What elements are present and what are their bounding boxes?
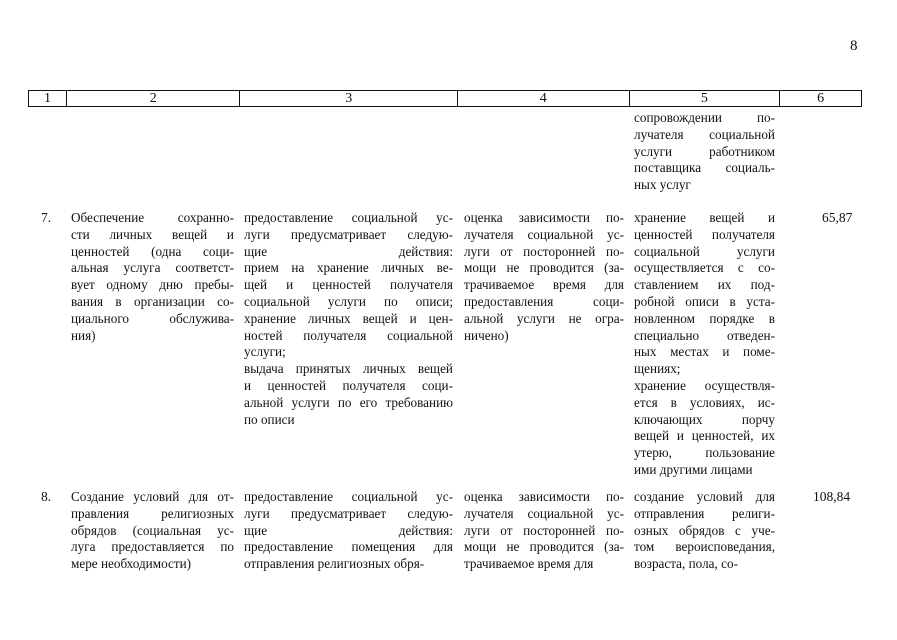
text-line: предоставление помещения для (244, 539, 453, 555)
text-line: ключающих порчу (634, 411, 775, 427)
text-line: поставщика социаль- (634, 160, 775, 176)
text-line: ется в условиях, ис- (634, 394, 775, 410)
row-8-service-name (71, 489, 234, 573)
text-line: ничено) (464, 327, 509, 343)
header-col-4: 4 (458, 91, 630, 106)
text-line: создание условий для (634, 489, 775, 504)
text-line: социальной услуги (634, 243, 775, 259)
text-line: осуществляется с со- (634, 260, 775, 276)
text-line: луги предусматривает следую- (244, 226, 453, 242)
text-line: циального обслужива- (71, 310, 234, 326)
text-line: Обеспечение сохранно- (71, 210, 234, 225)
text-line: Создание условий для от- (71, 489, 234, 504)
text-line: лучателя социальной ус- (464, 226, 624, 242)
text-line: предоставление социальной ус- (244, 210, 453, 225)
text-line: альной услуги по его требованию (244, 394, 453, 410)
text-line: ценностей (одна соци- (71, 243, 234, 259)
text-line: мощи не проводится (за- (464, 260, 624, 276)
row-8-description (244, 489, 453, 573)
text-line: щей и ценностей получателя (244, 277, 453, 293)
text-line: услуги; (244, 344, 286, 360)
text-line: лучателя социальной (634, 126, 775, 142)
text-line: услуги работником (634, 143, 775, 159)
header-col-3: 3 (240, 91, 457, 106)
text-line: луги предусматривает следую- (244, 505, 453, 521)
text-line: оценка зависимости по- (464, 210, 624, 225)
page-number: 8 (850, 38, 858, 54)
text-line: ния) (71, 327, 96, 343)
text-line: предоставления соци- (464, 293, 624, 309)
row-8-assessment (464, 489, 624, 573)
text-line: социальной услуги по описи; (244, 293, 453, 309)
text-line: правления религиозных (71, 505, 234, 521)
row-7-price: 65,87 (822, 210, 853, 225)
text-line: луги от посторонней по- (464, 243, 624, 259)
text-line: ценностей получателя (634, 226, 775, 242)
text-line: щие действия: (244, 243, 453, 259)
text-line: мощи не проводится (за- (464, 539, 624, 555)
text-line: щениях; (634, 361, 681, 377)
text-line: том вероисповедания, (634, 539, 775, 555)
text-line: отправления религи- (634, 505, 775, 521)
table-header-row (28, 90, 862, 107)
text-line: трачиваемое время для (464, 277, 624, 293)
text-line: альная услуга соответст- (71, 260, 234, 276)
text-line: прием на хранение личных ве- (244, 260, 453, 276)
text-line: вует одному дню пребы- (71, 277, 234, 293)
text-line: луга предоставляется по (71, 539, 234, 555)
text-line: робной описи в уста- (634, 293, 775, 309)
text-line: возраста, пола, со- (634, 556, 738, 572)
header-col-5: 5 (630, 91, 781, 106)
row-8-number: 8. (41, 489, 52, 504)
text-line: хранение личных вещей и цен- (244, 310, 453, 326)
row-7-assessment (464, 210, 624, 344)
header-col-1: 1 (29, 91, 67, 106)
text-line: предоставление социальной ус- (244, 489, 453, 504)
text-line: отправления религиозных обря- (244, 556, 425, 572)
text-line: выдача принятых личных вещей (244, 361, 453, 377)
text-line: вания в организации со- (71, 293, 234, 309)
row-7-description (244, 210, 453, 428)
row-7-service-name (71, 210, 234, 344)
text-line: ных местах и поме- (634, 344, 775, 360)
text-line: по описи (244, 411, 295, 427)
text-line: оценка зависимости по- (464, 489, 624, 504)
text-line: ими другими лицами (634, 461, 753, 477)
text-line: обрядов (социальная ус- (71, 522, 234, 538)
text-line: трачиваемое время для (464, 556, 594, 572)
text-line: хранение осуществля- (634, 377, 775, 393)
text-line: лучателя социальной ус- (464, 505, 624, 521)
text-line: щие действия: (244, 522, 453, 538)
text-line: ных услуг (634, 177, 691, 193)
text-line: сопровождении по- (634, 110, 775, 125)
row-8-conditions (634, 489, 775, 573)
text-line: хранение вещей и (634, 210, 775, 225)
text-line: озных обрядов с уче- (634, 522, 775, 538)
text-line: специально отведен- (634, 327, 775, 343)
text-line: и ценностей получателя соци- (244, 377, 453, 393)
text-line: мере необходимости) (71, 556, 192, 572)
text-line: ностей получателя социальной (244, 327, 453, 343)
text-line: ставлением их под- (634, 277, 775, 293)
text-line: новленном порядке в (634, 310, 775, 326)
row-8-price: 108,84 (813, 489, 851, 504)
row-7-conditions (634, 210, 775, 479)
text-line: альной услуги не огра- (464, 310, 624, 326)
text-line: вещей и ценностей, их (634, 428, 775, 444)
header-col-6: 6 (817, 91, 825, 106)
text-line: утерю, пользование (634, 445, 775, 461)
text-line: сти личных вещей и (71, 226, 234, 242)
continuation-col5 (634, 110, 775, 194)
row-7-number: 7. (41, 210, 52, 225)
header-col-2: 2 (67, 91, 241, 106)
text-line: луги от посторонней по- (464, 522, 624, 538)
